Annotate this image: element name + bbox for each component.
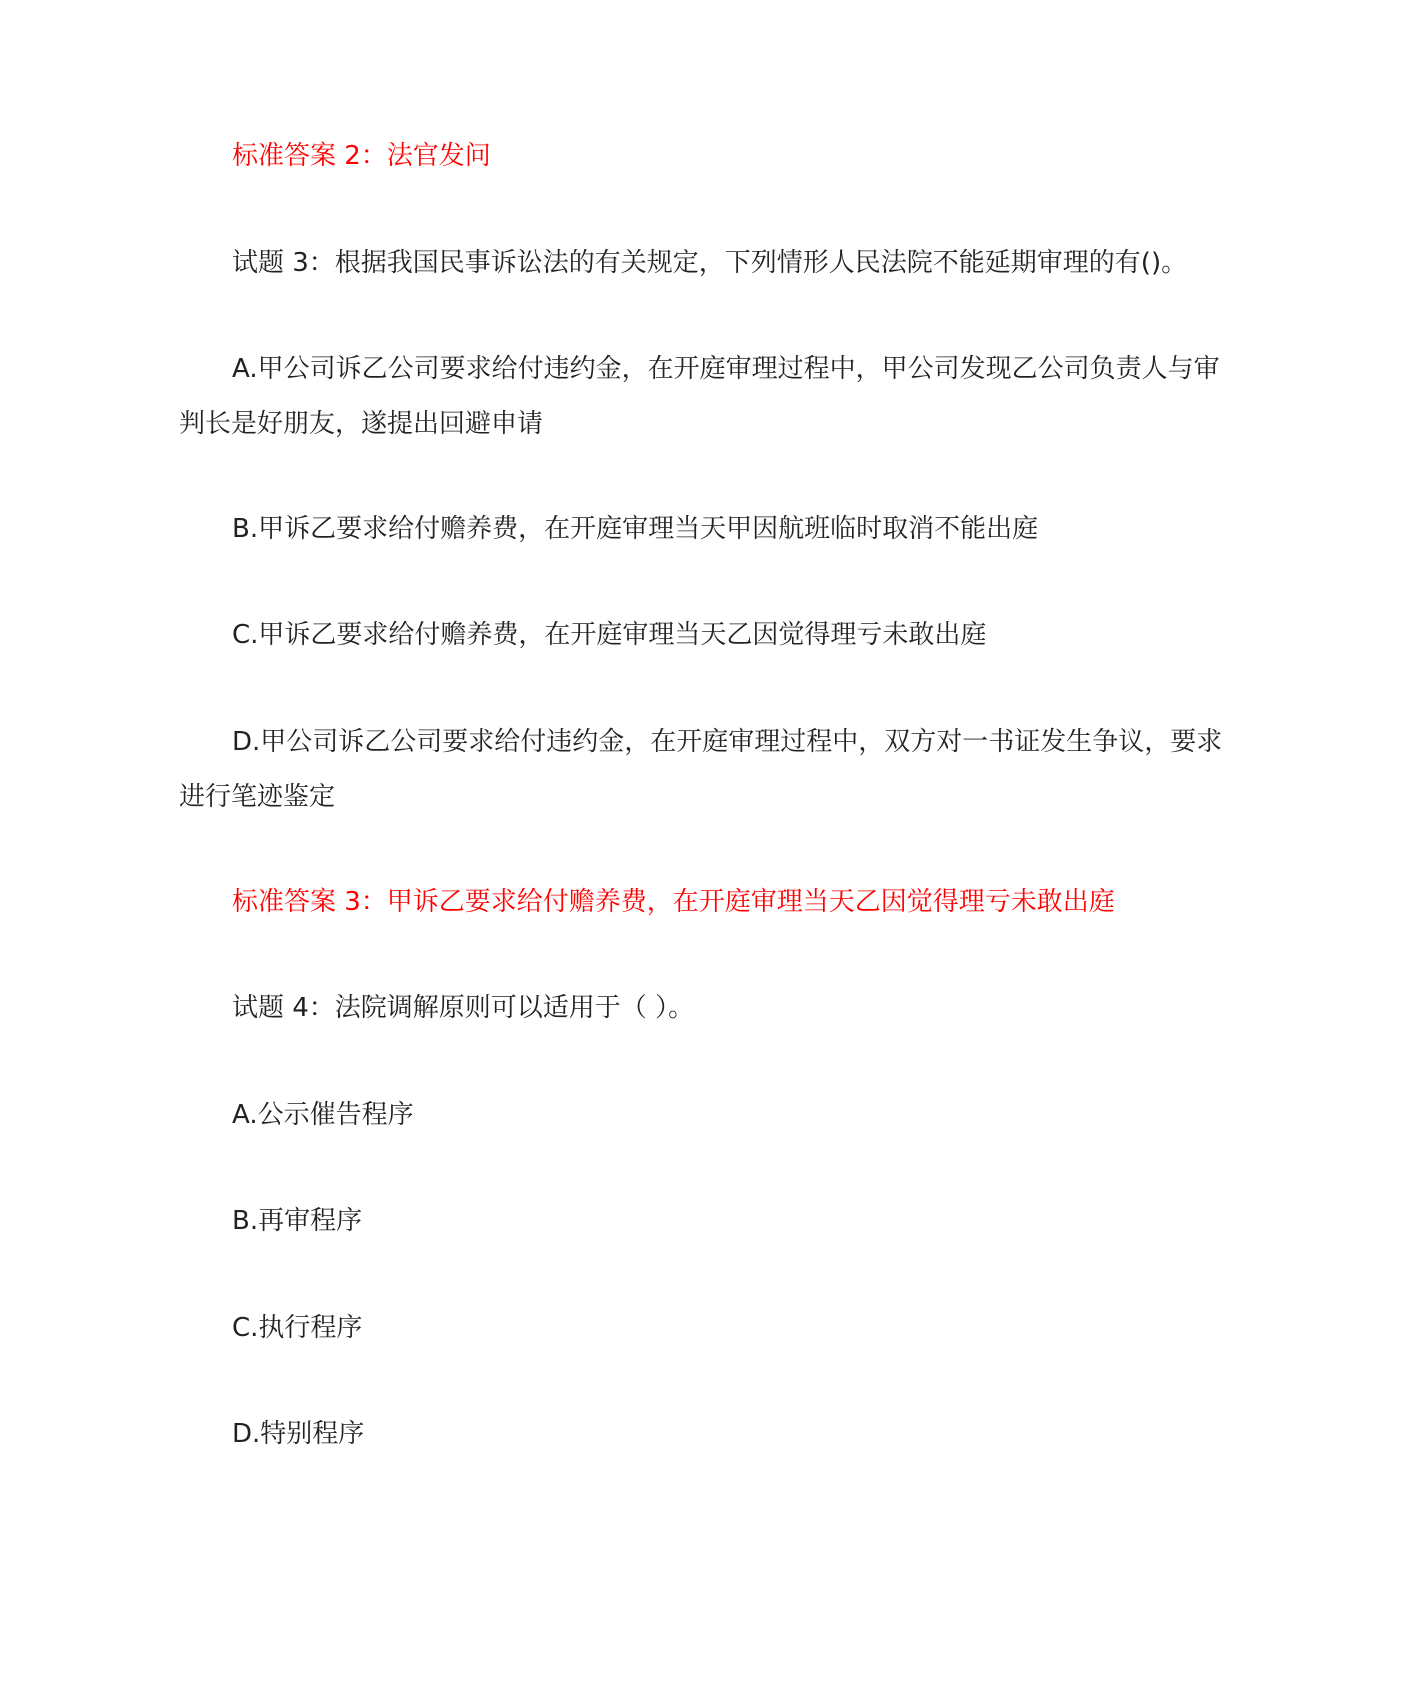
answer-2: 标准答案 2：法官发问 <box>232 141 491 171</box>
question-3-option-b: B.甲诉乙要求给付赡养费，在开庭审理当天甲因航班临时取消不能出庭 <box>232 514 1039 544</box>
question-3-stem: 试题 3：根据我国民事诉讼法的有关规定，下列情形人民法院不能延期审理的有()。 <box>232 248 1188 278</box>
question-4-option-b: B.再审程序 <box>232 1206 363 1236</box>
answer-3: 标准答案 3：甲诉乙要求给付赡养费，在开庭审理当天乙因觉得理亏未敢出庭 <box>232 887 1115 917</box>
question-4-option-a: A.公示催告程序 <box>232 1100 414 1130</box>
question-4-option-d: D.特别程序 <box>232 1419 365 1449</box>
question-3-option-c: C.甲诉乙要求给付赡养费，在开庭审理当天乙因觉得理亏未敢出庭 <box>232 620 987 650</box>
question-3-option-a: A.甲公司诉乙公司要求给付违约金，在开庭审理过程中，甲公司发现乙公司负责人与审判长是好朋友，遂提出回避申请 <box>179 354 1220 439</box>
question-3-option-d: D.甲公司诉乙公司要求给付违约金，在开庭审理过程中，双方对一书证发生争议，要求进行笔迹鉴定 <box>179 727 1223 812</box>
question-4-option-c: C.执行程序 <box>232 1313 363 1343</box>
question-4-stem: 试题 4：法院调解原则可以适用于（ ）。 <box>232 993 695 1023</box>
